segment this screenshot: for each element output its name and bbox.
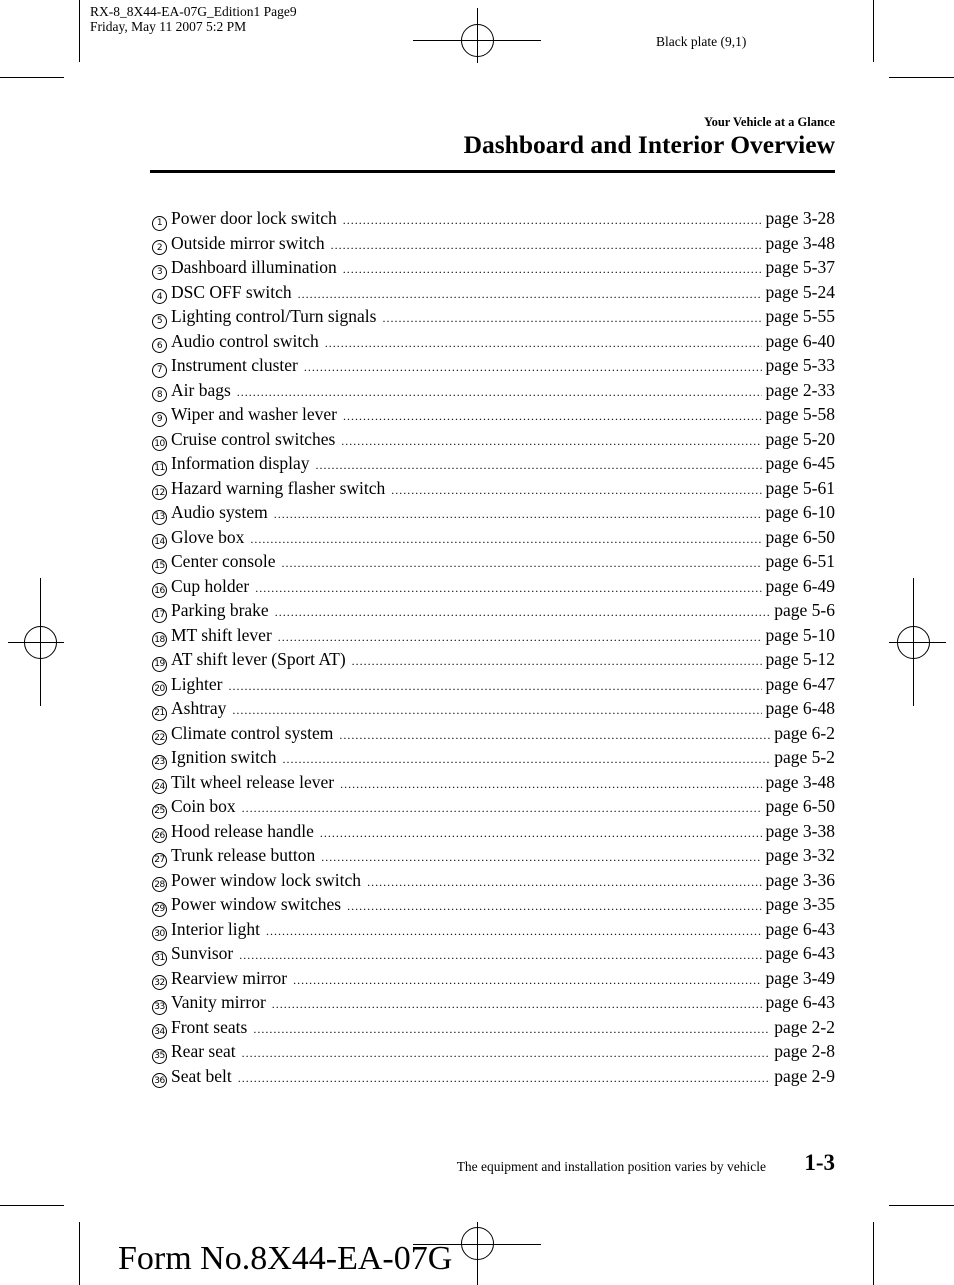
index-item xyxy=(152,282,835,307)
dot-leader xyxy=(340,777,761,792)
index-item xyxy=(152,208,835,233)
index-item xyxy=(152,306,835,331)
index-item xyxy=(152,1066,835,1091)
item-label: Sunvisor xyxy=(171,943,234,963)
index-item xyxy=(152,453,835,478)
index-item xyxy=(152,919,835,944)
dot-leader xyxy=(343,262,762,277)
item-number-badge: 33 xyxy=(152,1000,167,1015)
dot-leader xyxy=(391,483,761,498)
item-number-badge: 23 xyxy=(152,755,167,770)
registration-mark xyxy=(897,626,930,659)
section-label: Your Vehicle at a Glance xyxy=(703,115,835,129)
item-number-badge: 26 xyxy=(152,828,167,843)
item-label: Climate control system xyxy=(171,722,334,743)
dot-leader xyxy=(242,1046,771,1061)
index-item xyxy=(152,355,835,380)
item-label: Trunk release button xyxy=(171,845,316,865)
page-reference: page 2-9 xyxy=(774,1065,835,1086)
index-item xyxy=(152,600,835,625)
dot-leader xyxy=(347,899,761,914)
index-item xyxy=(152,821,835,846)
item-label: Wiper and washer lever xyxy=(171,404,337,424)
item-number-badge: 35 xyxy=(152,1049,167,1064)
item-number-badge: 34 xyxy=(152,1024,167,1039)
dot-leader xyxy=(275,605,771,620)
item-label: Rearview mirror xyxy=(171,967,288,988)
page-reference: page 6-50 xyxy=(765,526,835,547)
item-number-badge: 10 xyxy=(152,436,167,451)
page-reference: page 3-48 xyxy=(765,232,835,253)
dot-leader xyxy=(325,336,762,351)
index-item xyxy=(152,992,835,1017)
page-reference: page 5-24 xyxy=(765,281,835,302)
job-line: RX-8_8X44-EA-07G_Edition1 Page9 xyxy=(90,4,297,19)
item-label: Hood release handle xyxy=(171,820,314,841)
page-reference: page 2-33 xyxy=(765,379,835,400)
dot-leader xyxy=(298,287,762,302)
page-reference: page 5-37 xyxy=(765,257,835,277)
item-label: Dashboard illumination xyxy=(171,257,337,277)
print-job-info xyxy=(90,4,297,34)
page-reference: page 6-43 xyxy=(765,992,835,1012)
index-item xyxy=(152,943,835,968)
item-number-badge: 36 xyxy=(152,1073,167,1088)
item-number-badge: 30 xyxy=(152,926,167,941)
item-label: Glove box xyxy=(171,526,245,547)
item-label: Audio system xyxy=(171,502,268,522)
dot-leader xyxy=(278,630,762,645)
dot-leader xyxy=(382,311,761,326)
index-item xyxy=(152,772,835,797)
index-item xyxy=(152,649,835,674)
page-reference: page 5-10 xyxy=(765,624,835,645)
dot-leader xyxy=(238,1071,771,1086)
item-number-badge: 8 xyxy=(152,387,167,402)
item-label: Lighter xyxy=(171,673,223,694)
item-number-badge: 19 xyxy=(152,657,167,672)
dot-leader xyxy=(255,581,761,596)
index-item xyxy=(152,1017,835,1042)
page-reference: page 2-2 xyxy=(774,1016,835,1037)
item-label: Vanity mirror xyxy=(171,992,266,1012)
dot-leader xyxy=(316,458,762,473)
dot-leader xyxy=(250,532,761,547)
crop-mark xyxy=(79,1222,80,1285)
plate-info: Black plate (9,1) xyxy=(656,34,747,49)
item-number-badge: 15 xyxy=(152,559,167,574)
item-number-badge: 12 xyxy=(152,485,167,500)
index-item xyxy=(152,674,835,699)
item-number-badge: 11 xyxy=(152,461,167,476)
dot-leader xyxy=(321,850,761,865)
item-number-badge: 31 xyxy=(152,951,167,966)
page-reference: page 5-58 xyxy=(765,404,835,424)
index-item xyxy=(152,502,835,527)
index-item xyxy=(152,747,835,772)
index-item xyxy=(152,698,835,723)
registration-mark xyxy=(461,24,494,57)
item-label: Parking brake xyxy=(171,600,269,620)
dot-leader xyxy=(343,213,762,228)
index-item xyxy=(152,968,835,993)
page-reference: page 6-48 xyxy=(765,698,835,718)
item-number-badge: 3 xyxy=(152,265,167,280)
item-number-badge: 29 xyxy=(152,902,167,917)
item-number-badge: 5 xyxy=(152,314,167,329)
item-number-badge: 2 xyxy=(152,240,167,255)
index-item xyxy=(152,723,835,748)
page-reference: page 3-32 xyxy=(765,845,835,865)
page-reference: page 5-61 xyxy=(765,477,835,498)
page-title: Dashboard and Interior Overview xyxy=(463,130,835,159)
dot-leader xyxy=(281,556,761,571)
item-label: Power window lock switch xyxy=(171,869,362,890)
item-label: Center console xyxy=(171,551,276,571)
index-item xyxy=(152,870,835,895)
index-item xyxy=(152,845,835,870)
dot-leader xyxy=(320,826,762,841)
crop-mark xyxy=(889,1205,954,1206)
item-label: Front seats xyxy=(171,1016,248,1037)
item-number-badge: 13 xyxy=(152,510,167,525)
item-label: Cruise control switches xyxy=(171,428,336,449)
index-item xyxy=(152,1041,835,1066)
item-number-badge: 27 xyxy=(152,853,167,868)
item-label: Coin box xyxy=(171,796,236,816)
index-item xyxy=(152,576,835,601)
index-item xyxy=(152,380,835,405)
crop-mark xyxy=(889,77,954,78)
page-reference: page 6-51 xyxy=(765,551,835,571)
dot-leader xyxy=(274,507,762,522)
form-number: Form No.8X44-EA-07G xyxy=(118,1240,453,1277)
index-item xyxy=(152,894,835,919)
item-label: Instrument cluster xyxy=(171,355,298,375)
item-number-badge: 21 xyxy=(152,706,167,721)
page-reference: page 3-48 xyxy=(765,771,835,792)
index-list xyxy=(152,208,835,1090)
page-reference: page 3-36 xyxy=(765,869,835,890)
dot-leader xyxy=(339,728,770,743)
item-number-badge: 9 xyxy=(152,412,167,427)
item-number-badge: 22 xyxy=(152,730,167,745)
item-label: DSC OFF switch xyxy=(171,281,292,302)
crop-mark xyxy=(0,77,64,78)
page-reference: page 6-10 xyxy=(765,502,835,522)
item-number-badge: 16 xyxy=(152,583,167,598)
item-number-badge: 32 xyxy=(152,975,167,990)
dot-leader xyxy=(272,997,762,1012)
item-number-badge: 14 xyxy=(152,534,167,549)
item-label: Rear seat xyxy=(171,1041,236,1061)
index-item xyxy=(152,233,835,258)
dot-leader xyxy=(239,948,761,963)
page-reference: page 6-49 xyxy=(765,575,835,596)
item-number-badge: 28 xyxy=(152,877,167,892)
dot-leader xyxy=(343,409,762,424)
page-reference: page 6-43 xyxy=(765,918,835,939)
index-item xyxy=(152,331,835,356)
index-item xyxy=(152,478,835,503)
crop-mark xyxy=(0,1205,64,1206)
item-number-badge: 25 xyxy=(152,804,167,819)
item-label: Outside mirror switch xyxy=(171,232,325,253)
item-label: AT shift lever (Sport AT) xyxy=(171,649,346,669)
page-reference: page 5-33 xyxy=(765,355,835,375)
page-reference: page 5-20 xyxy=(765,428,835,449)
crop-mark xyxy=(79,0,80,62)
item-label: Ashtray xyxy=(171,698,227,718)
dot-leader xyxy=(266,924,762,939)
item-label: Tilt wheel release lever xyxy=(171,771,335,792)
page-reference: page 5-55 xyxy=(765,306,835,326)
item-number-badge: 4 xyxy=(152,289,167,304)
page-reference: page 2-8 xyxy=(774,1041,835,1061)
page-reference: page 6-45 xyxy=(765,453,835,473)
item-number-badge: 20 xyxy=(152,681,167,696)
page-reference: page 5-2 xyxy=(774,747,835,767)
index-item xyxy=(152,796,835,821)
item-label: Interior light xyxy=(171,918,260,939)
index-item xyxy=(152,257,835,282)
dot-leader xyxy=(341,434,761,449)
page-reference: page 3-38 xyxy=(765,820,835,841)
item-number-badge: 17 xyxy=(152,608,167,623)
item-label: Lighting control/Turn signals xyxy=(171,306,377,326)
crop-mark xyxy=(873,0,874,62)
item-label: Audio control switch xyxy=(171,330,319,351)
page-reference: page 6-2 xyxy=(774,722,835,743)
item-number-badge: 18 xyxy=(152,632,167,647)
title-rule xyxy=(150,170,835,173)
page-reference: page 3-49 xyxy=(765,967,835,988)
item-number-badge: 1 xyxy=(152,216,167,231)
item-label: Ignition switch xyxy=(171,747,277,767)
dot-leader xyxy=(232,703,761,718)
footer-note: The equipment and installation position varies by vehicle xyxy=(456,1159,766,1174)
page-reference: page 6-43 xyxy=(765,943,835,963)
item-label: Cup holder xyxy=(171,575,250,596)
page-reference: page 6-40 xyxy=(765,330,835,351)
dot-leader xyxy=(331,238,762,253)
dot-leader xyxy=(282,752,770,767)
item-label: MT shift lever xyxy=(171,624,272,645)
page-number: 1-3 xyxy=(804,1150,835,1175)
item-label: Power window switches xyxy=(171,894,342,914)
dot-leader xyxy=(229,679,762,694)
page-reference: page 3-28 xyxy=(765,208,835,228)
item-label: Information display xyxy=(171,453,310,473)
item-number-badge: 7 xyxy=(152,363,167,378)
page-reference: page 6-47 xyxy=(765,673,835,694)
dot-leader xyxy=(367,875,761,890)
item-number-badge: 24 xyxy=(152,779,167,794)
item-label: Power door lock switch xyxy=(171,208,337,228)
dot-leader xyxy=(237,385,762,400)
registration-mark xyxy=(461,1227,494,1260)
page-reference: page 5-6 xyxy=(774,600,835,620)
page-reference: page 3-35 xyxy=(765,894,835,914)
item-label: Air bags xyxy=(171,379,231,400)
dot-leader xyxy=(253,1022,770,1037)
dot-leader xyxy=(352,654,762,669)
dot-leader xyxy=(242,801,762,816)
dot-leader xyxy=(304,360,762,375)
crop-mark xyxy=(873,1222,874,1285)
item-label: Seat belt xyxy=(171,1065,232,1086)
index-item xyxy=(152,429,835,454)
index-item xyxy=(152,527,835,552)
item-number-badge: 6 xyxy=(152,338,167,353)
item-label: Hazard warning flasher switch xyxy=(171,477,386,498)
registration-mark xyxy=(24,626,57,659)
page-reference: page 6-50 xyxy=(765,796,835,816)
index-item xyxy=(152,404,835,429)
date-line: Friday, May 11 2007 5:2 PM xyxy=(90,19,247,34)
index-item xyxy=(152,551,835,576)
dot-leader xyxy=(293,973,761,988)
page-reference: page 5-12 xyxy=(765,649,835,669)
index-item xyxy=(152,625,835,650)
